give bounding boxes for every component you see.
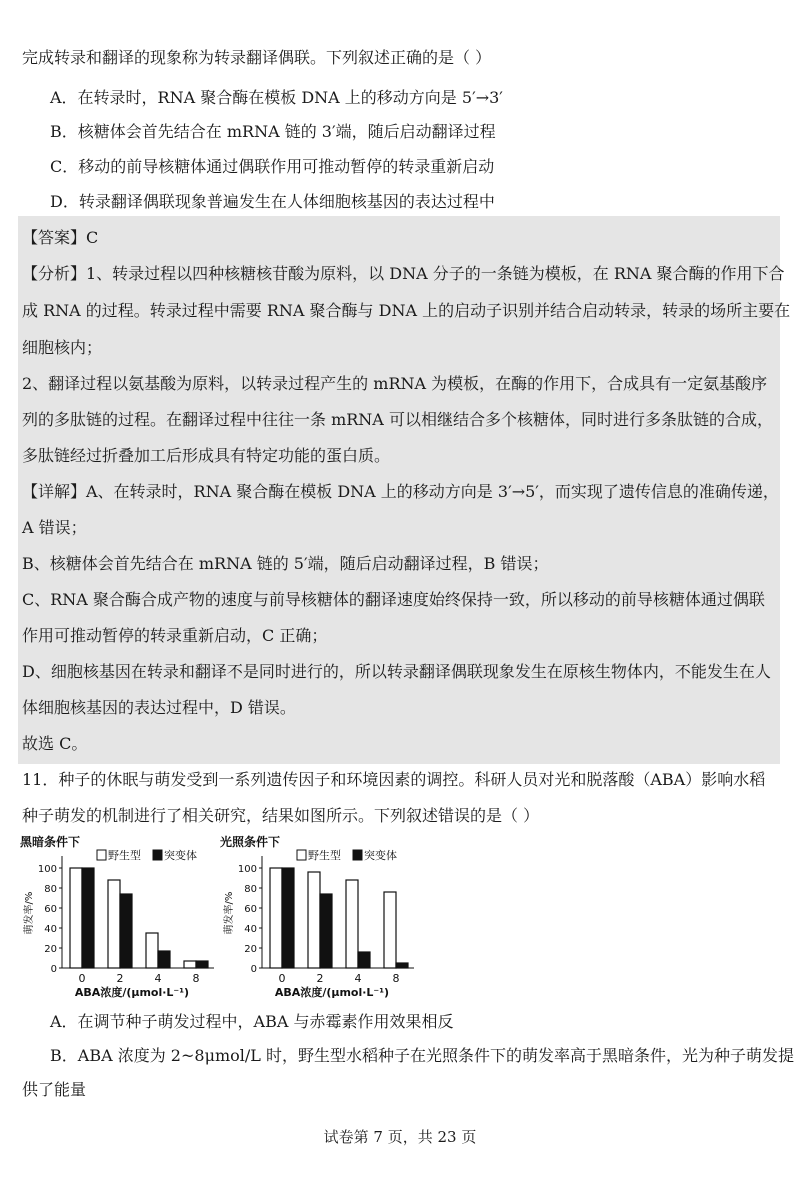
x-tick-label: 2 [116, 972, 124, 985]
detail-line: 【详解】A、在转录时，RNA 聚合酶在模板 DNA 上的移动方向是 3′→5′，而实现了遗传信息的准确传递， [22, 482, 779, 501]
y-tick-label: 0 [50, 964, 57, 975]
detail-line: A 错误； [22, 518, 87, 537]
x-tick-label: 0 [278, 972, 286, 985]
option-b: B．ABA 浓度为 2~8μmol/L 时，野生型水稻种子在光照条件下的萌发率高于黑暗条件，光为种子萌发提 [50, 1046, 794, 1065]
bar-mutant [320, 894, 332, 968]
page-footer: 试卷第 7 页，共 23 页 [323, 1128, 477, 1146]
bar-mutant [82, 868, 94, 968]
analysis-line: 列的多肽链的过程。在翻译过程中往往一条 mRNA 可以相继结合多个核糖体，同时进行多条肽链的合成， [22, 410, 773, 429]
x-axis-label: ABA浓度/(μmol·L⁻¹) [74, 986, 190, 999]
x-tick-label: 0 [78, 972, 86, 985]
analysis-line: 2、翻译过程以氨基酸为原料，以转录过程产生的 mRNA 为模板，在酶的作用下，合成具有一定氨基酸序 [22, 374, 768, 393]
x-tick-label: 2 [316, 972, 324, 985]
y-tick-label: 40 [44, 924, 57, 935]
bar-mutant [158, 951, 170, 968]
legend-swatch [153, 850, 162, 860]
y-tick-label: 80 [44, 884, 57, 895]
chart-title: 黑暗条件下 [20, 835, 81, 849]
analysis-line: 多肽链经过折叠加工后形成具有特定功能的蛋白质。 [22, 446, 391, 465]
y-tick-label: 100 [237, 864, 257, 875]
y-tick-label: 20 [44, 944, 57, 955]
bar-wild-type [308, 872, 320, 968]
x-tick-label: 4 [154, 972, 162, 985]
legend-label: 野生型 [308, 849, 341, 862]
detail-line: 体细胞核基因的表达过程中，D 错误。 [22, 698, 296, 717]
legend-label: 突变体 [164, 849, 197, 862]
question-stem: 完成转录和翻译的现象称为转录翻译偶联。下列叙述正确的是（ ） [22, 48, 492, 67]
option-c: C．移动的前导核糖体通过偶联作用可推动暂停的转录重新启动 [50, 157, 495, 176]
chart-light [220, 830, 420, 1004]
legend-swatch [353, 850, 362, 860]
chart-dark-svg [20, 830, 220, 1000]
bar-wild-type [108, 880, 120, 968]
detail-line: B、核糖体会首先结合在 mRNA 链的 5′端，随后启动翻译过程，B 错误； [22, 554, 549, 573]
bar-wild-type [70, 868, 82, 968]
chart-light-svg [220, 830, 420, 1000]
x-tick-label: 8 [192, 972, 200, 985]
bar-mutant [120, 894, 132, 968]
analysis-line: 细胞核内； [22, 338, 103, 357]
y-axis-label: 萌发率/% [24, 891, 35, 935]
legend-label: 野生型 [108, 849, 141, 862]
y-tick-label: 0 [250, 964, 257, 975]
bar-mutant [396, 963, 408, 968]
legend-swatch [97, 850, 106, 860]
bar-mutant [282, 868, 294, 968]
y-axis-label: 萌发率/% [224, 891, 235, 935]
detail-line: 作用可推动暂停的转录重新启动，C 正确； [22, 626, 328, 645]
bar-wild-type [384, 892, 396, 968]
legend-swatch [297, 850, 306, 860]
bar-wild-type [270, 868, 282, 968]
y-tick-label: 60 [244, 904, 257, 915]
bar-wild-type [146, 933, 158, 968]
option-b-continued: 供了能量 [22, 1080, 87, 1099]
bar-wild-type [184, 961, 196, 968]
option-b: B．核糖体会首先结合在 mRNA 链的 3′端，随后启动翻译过程 [50, 122, 496, 141]
y-tick-label: 20 [244, 944, 257, 955]
chart-dark [20, 830, 220, 1004]
chart-title: 光照条件下 [220, 835, 281, 849]
option-a: A．在调节种子萌发过程中，ABA 与赤霉素作用效果相反 [50, 1012, 454, 1031]
answer-line: 【答案】C [22, 228, 99, 247]
analysis-line: 【分析】1、转录过程以四种核糖核苷酸为原料，以 DNA 分子的一条链为模板，在 RNA 聚合酶的作用下合 [22, 264, 785, 283]
detail-line: 故选 C。 [22, 734, 88, 753]
y-tick-label: 80 [244, 884, 257, 895]
legend-label: 突变体 [364, 849, 397, 862]
x-axis-label: ABA浓度/(μmol·L⁻¹) [274, 986, 390, 999]
bar-mutant [196, 961, 208, 968]
x-tick-label: 8 [392, 972, 400, 985]
analysis-line: 成 RNA 的过程。转录过程中需要 RNA 聚合酶与 DNA 上的启动子识别并结合启动转录，转录的场所主要在 [22, 301, 791, 320]
y-tick-label: 40 [244, 924, 257, 935]
detail-line: D、细胞核基因在转录和翻译不是同时进行的，所以转录翻译偶联现象发生在原核生物体内，不能发生在人 [22, 662, 771, 681]
detail-line: C、RNA 聚合酶合成产物的速度与前导核糖体的翻译速度始终保持一致，所以移动的前导核糖体通过偶联 [22, 590, 765, 609]
y-tick-label: 60 [44, 904, 57, 915]
question-stem: 种子萌发的机制进行了相关研究，结果如图所示。下列叙述错误的是（ ） [22, 806, 540, 825]
question-stem: 11．种子的休眠与萌发受到一系列遗传因子和环境因素的调控。科研人员对光和脱落酸（ABA）影响水稻 [22, 770, 766, 789]
option-a: A．在转录时，RNA 聚合酶在模板 DNA 上的移动方向是 5′→3′ [50, 88, 503, 107]
bar-wild-type [346, 880, 358, 968]
option-d: D．转录翻译偶联现象普遍发生在人体细胞核基因的表达过程中 [50, 192, 495, 211]
bar-mutant [358, 952, 370, 968]
y-tick-label: 100 [37, 864, 57, 875]
x-tick-label: 4 [354, 972, 362, 985]
